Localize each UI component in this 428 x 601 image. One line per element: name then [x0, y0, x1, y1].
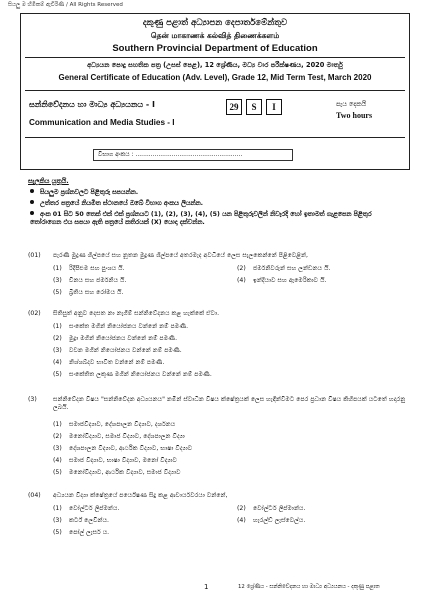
question-number: (01)	[28, 252, 41, 259]
department-name-sinhala: දකුණු පළාත් අධ්‍යාපන දෙපාර්තමේන්තුව	[142, 18, 288, 28]
exam-title-english: General Certificate of Education (Adv. Level), Grade 12, Mid Term Test, March 2020	[58, 73, 372, 82]
answer-option: (5) පෝල් ලැසර් ය.	[53, 529, 110, 536]
question-number: (04)	[28, 492, 41, 499]
department-name-tamil: தென் மாகாணக் கல்வித் திணைக்களம்	[150, 31, 280, 40]
question-text: සිතිසුත් අනුව දෙසත නා නැගීම් සන්නිවේදනය කළ හැක්කේ ඒවා.	[53, 310, 220, 317]
subject-code-box: 29	[226, 99, 242, 115]
bullet-icon	[30, 200, 34, 204]
header-divider	[25, 137, 405, 138]
answer-option: (1) සංකේත මගින් නියෝජනය වන්නේ නම් පමණි.	[53, 323, 189, 330]
answer-option: (3) කර්ට් ලෙවින්ය.	[53, 517, 110, 524]
instructions-title: සැලකිය යුතුයි.	[28, 177, 69, 185]
question-text: සන්නිවේදන විෂය "සන්නිවේදන අධ්‍යයනය" නමින් ස්වාධීන විෂය ක්ෂේත්‍රයක් ලෙස හැඳින්වීමට පෙර ප්‍රධාන විෂය කිහිපයක් යටතේ හදාරනු ලබයි.	[53, 396, 406, 411]
question-text: පැරණි මුද්‍රණ ශිල්පයේ සහ නූතන මුද්‍රණ ශිල්පයේ අතරමැද අවධියේ ලෙස සැලකෙන්නේ පිළිවෙළින්,	[53, 252, 308, 259]
running-footer: 12 ශ්‍රේණිය - සන්නිවේදනය හා මාධ්‍ය අධ්‍යයනය - දකුණු පළාත	[238, 584, 380, 590]
answer-option: (5) මනෝවිද්‍යාව, ආර්ථික විද්‍යාව, සමාජ විද්‍යාව	[53, 469, 181, 476]
duration-sinhala: පැය දෙකයි	[336, 100, 367, 108]
answer-option: (1) සමාජවිද්‍යාව, දේශපාලන විද්‍යාව, දර්ශනය	[53, 421, 176, 428]
header-divider	[25, 90, 405, 91]
answer-option: (3) චීනය සහ ජර්මනිය යි.	[53, 277, 127, 284]
index-number-field[interactable]	[93, 149, 293, 161]
duration-english: Two hours	[336, 111, 373, 120]
question-text: අධ්‍යයන විද්‍යා ක්ෂේත්‍රයේ පර්යේෂණ සිදු කළ ආචාර්යවරයා වන්නේ,	[53, 492, 228, 499]
answer-option: (4) සමාජ විද්‍යාව, භාෂා විද්‍යාව, මනෝ විද්‍යාව	[53, 457, 178, 464]
subject-title-sinhala: සන්නිවේදනය හා මාධ්‍ය අධ්‍යයනය - I	[29, 100, 156, 109]
header-divider	[25, 57, 405, 58]
bullet-icon	[30, 189, 34, 193]
exam-title-sinhala: අධ්‍යයන පොදු සහතික පත්‍ර (උසස් පෙළ), 12 ශ්‍රේණිය, මධ්‍ය වාර පරීක්ෂණය, 2020 මාර්තු	[87, 61, 343, 69]
subject-code-box: I	[266, 99, 282, 115]
question-number: (02)	[28, 310, 41, 317]
answer-option: (2) ජර්මනිවරුන් සහ ලන්ඩනය යි.	[237, 265, 331, 272]
answer-option: (5) සංකේතිත ලකුණ මගින් නියෝජනය වන්නේ නම් පමණි.	[53, 371, 212, 378]
answer-option: (2) වෝල්ටර් ලිප්මාන්ය.	[237, 505, 306, 512]
answer-option: (2) මනෝවිද්‍යාව, සමාජ විද්‍යාව, දේශපාලන විද්‍යා	[53, 433, 185, 440]
exam-header	[20, 13, 410, 170]
index-number-label: විභාග අංකය : ........................................................	[98, 151, 243, 158]
subject-title-english: Communication and Media Studies - I	[29, 118, 175, 127]
bullet-icon	[30, 211, 34, 215]
answer-option: (3) වචන මගින් නියෝජනය වන්නේ නම් පමණි.	[53, 347, 182, 354]
instruction-item: උත්තර පත්‍රයේ නියමිත ස්ථානයේ ඔබේ විභාග අංකය ලියන්න.	[30, 200, 405, 208]
answer-option: (4) හැරල්ඩ් ලැස්වෙල්ය.	[237, 517, 306, 524]
department-name-english: Southern Provincial Department of Education	[112, 43, 318, 54]
page-number: 1	[204, 583, 209, 591]
answer-option: (3) දේශපාලන විද්‍යාව, ආර්ථික විද්‍යාව, භාෂා විද්‍යාව	[53, 445, 193, 452]
answer-option: (4) ඉන්දියාව සහ ඇමෙරිකාව යි.	[237, 277, 327, 284]
rights-notice: සියලු ම හිමිකම් ඇවිරිණි / All Rights Reserved	[8, 2, 123, 8]
answer-option: (1) රිදීපිළුම සහ පුංශය යි.	[53, 265, 125, 272]
answer-option: (5) බ්‍රිතිය සහ රෝමය යි.	[53, 289, 124, 296]
subject-code-box: S	[246, 99, 262, 115]
answer-option: (2) මුද්‍රා මගින් නියෝජනය වන්නේ නම් පමණි.	[53, 335, 178, 342]
question-number: (3)	[28, 396, 37, 403]
instruction-item: අංක 01 සිට 50 තෙක් එක් එක් ප්‍රශ්නයට (1), (2), (3), (4), (5) යන පිළිතුරුවලින් නිවැරදි හෝ ඉතාමත් ගැළපෙන පිළිතුර තෝරාගෙන එය සපයා ඇති පත්‍රයේ කතිරයක් (X) යොදා දක්වන්න.	[30, 211, 372, 226]
answer-option: (4) නිශ්ශබ්දව භාවිත වන්නේ නම් පමණි.	[53, 359, 165, 366]
answer-option: (1) වෝල්ටර් ලිප්මන්ය.	[53, 505, 120, 512]
instruction-item: සියලුම ප්‍රශ්නවලට පිළිතුරු සපයන්න.	[30, 189, 405, 197]
